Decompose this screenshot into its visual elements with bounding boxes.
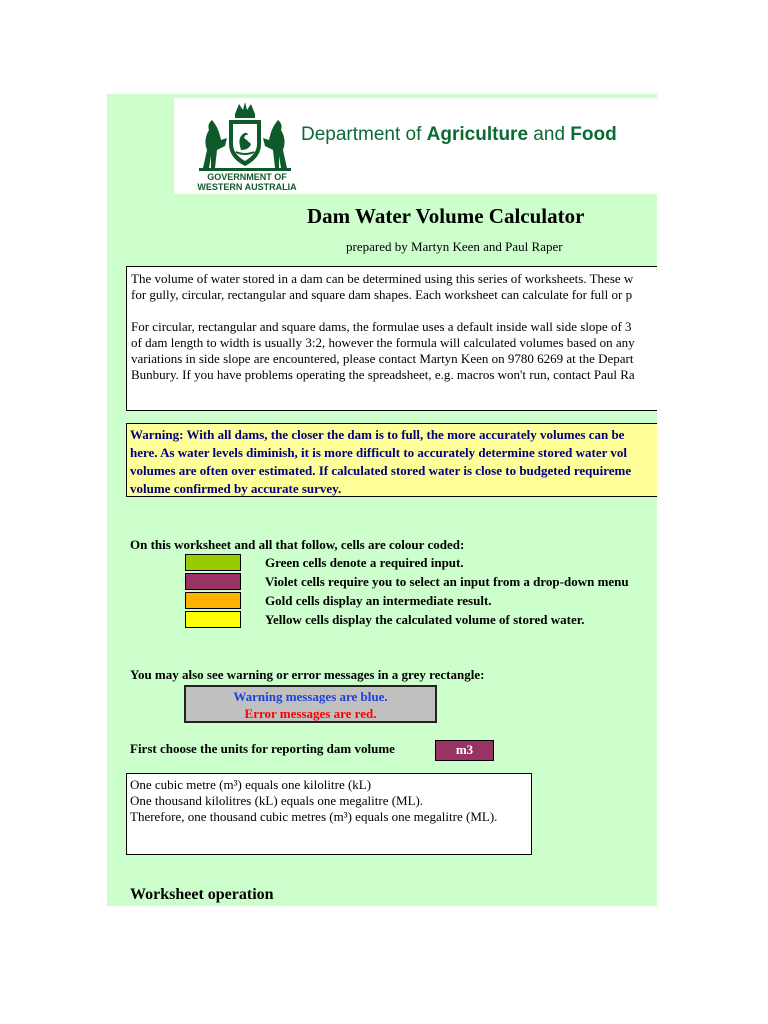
units-dropdown[interactable]: m3 — [435, 740, 494, 761]
warning-message-example: Warning messages are blue. — [233, 689, 388, 704]
yellow-swatch-label: Yellow cells display the calculated volume of stored water. — [265, 612, 585, 627]
page-title: Dam Water Volume Calculator — [307, 204, 585, 228]
warning-textbox: Warning: With all dams, the closer the dam is to full, the more accurately volumes can be here. As water levels diminish, it is more difficult to accurately determine stored water vol volumes are often over estimated. If calculated stored water is close to budgeted requireme volume confirmed by accurate survey. — [126, 423, 657, 497]
intro-textbox: The volume of water stored in a dam can be determined using this series of worksheets. These w for gully, circular, rectangular and square dam shapes. Each worksheet can calculate for full or p For circular, rectangular and square dams, the formulae uses a default inside wall side slope of 3 of dam length to width is usually 3:2, however the formula will calculated volumes based on any variations in side slope are encountered, please contact Martyn Keen on 9780 6269 at the Depart Bunbury. If you have problems operating the spreadsheet, e.g. macros won't run, contact Paul Ra — [126, 266, 657, 411]
units-note-textbox: One cubic metre (m³) equals one kilolitre (kL) One thousand kilolitres (kL) equals one megalitre (ML). Therefore, one thousand cubic metres (m³) equals one megalitre (ML). — [126, 773, 532, 855]
violet-swatch — [185, 573, 241, 590]
violet-swatch-label: Violet cells require you to select an input from a drop-down menu — [265, 574, 629, 589]
error-message-example: Error messages are red. — [244, 706, 377, 721]
section-heading: Worksheet operation — [130, 886, 274, 903]
coat-of-arms-icon — [193, 100, 297, 172]
worksheet — [107, 94, 657, 906]
green-swatch — [185, 554, 241, 571]
yellow-swatch — [185, 611, 241, 628]
government-label: GOVERNMENT OF WESTERN AUSTRALIA — [197, 172, 297, 192]
department-title: Department of Agriculture and Food — [301, 124, 617, 145]
message-example-box — [184, 685, 437, 723]
messages-heading: You may also see warning or error messages in a grey rectangle: — [130, 667, 485, 682]
header-banner — [174, 98, 657, 194]
gold-swatch-label: Gold cells display an intermediate result. — [265, 593, 492, 608]
green-swatch-label: Green cells denote a required input. — [265, 555, 464, 570]
byline: prepared by Martyn Keen and Paul Raper — [346, 239, 563, 254]
units-prompt: First choose the units for reporting dam volume — [130, 741, 395, 756]
colour-code-heading: On this worksheet and all that follow, cells are colour coded: — [130, 537, 465, 552]
gold-swatch — [185, 592, 241, 609]
